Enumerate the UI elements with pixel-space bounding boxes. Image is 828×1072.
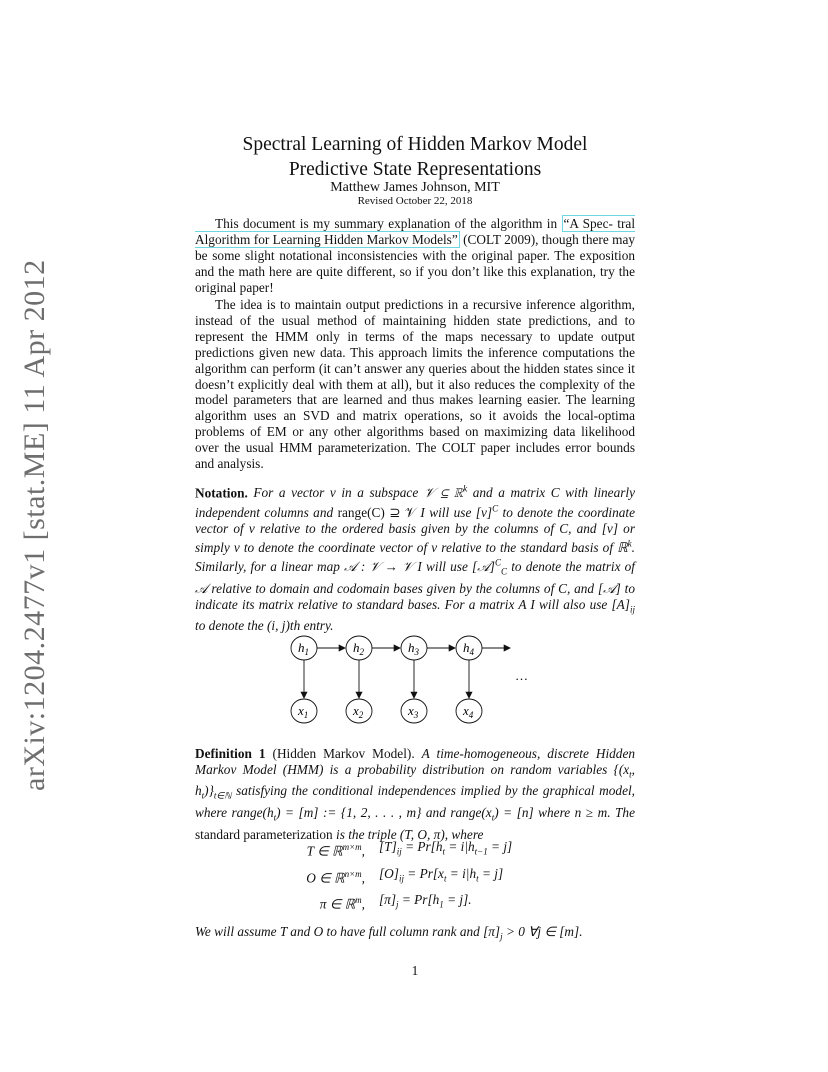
arxiv-identifier: arXiv:1204.2477v1 [stat.ME] 11 Apr 2012	[18, 259, 51, 791]
notation-heading: Notation.	[195, 485, 248, 501]
definition-heading: Definition 1	[195, 746, 266, 761]
hidden-node-h3-label: $h_3$	[408, 640, 419, 657]
definition-body: A time-homogeneous, discrete Hidden Markov Model (HMM) is a probability distribution on random variables {($x_t$, $h_t)\}_{t\in ℕ}$ satisfying the conditional independences implied by the graphical model, where $range(h_t) = [m]$ := {1, 2, . . . , m} and $range(x_t) = [n]$ where n ≥ m. The standard parameterization is the triple (T, O, π), where	[195, 746, 636, 842]
diagram-ellipsis: …	[515, 668, 528, 683]
intro-text-continued: (COLT 2009), though there may be some slight notational inconsistencies with the original paper. The exposition and the math here are quite different, so if you don’t like this explanation, try the original paper!	[195, 231, 635, 295]
notation-paragraph	[195, 482, 635, 634]
parameterization-equations	[260, 836, 580, 916]
intro-text: This document is my summary explanation of the algorithm in	[215, 216, 562, 231]
hidden-node-h1	[291, 636, 317, 660]
intro-paragraph-2: The idea is to maintain output predictions in a recursive inference algorithm, instead of the usual method of maintaining hidden state predictions, and to represent the HMM only in terms of the maps necessary to update output predictions given new data. This approach limits the inference computations the algorithm can perform (it can’t answer any queries about the hidden states since it doesn’t explicitly deal with them at all), but it also reduces the complexity of the model parameters that are learned and thus makes learning easier. The learning algorithm uses an SVD and matrix operations, so it avoids the local-optima problems of EM or any other algorithms based on maximizing data likelihood over the usual HMM parameterization. The COLT paper includes error bounds and analysis.	[195, 297, 635, 472]
observed-node-x1	[291, 699, 317, 723]
definition-name: (Hidden Markov Model).	[272, 746, 415, 761]
observation-nodes	[291, 699, 482, 723]
citation-link-text-2[interactable]: tral Algorithm for Learning Hidden Markov Models”	[195, 216, 636, 247]
notation-body: For a vector v in a subspace 𝒱 ⊆ ℝ$^k$ and a matrix C with linearly independent columns and range(C) ⊇ 𝒱 I will use $[v]^C$ to denote the coordinate vector of v relative to the ordered basis given by the columns of C, and [v] or simply v to denote the coordinate vector of v relative to the standard basis of ℝ$^k$. Similarly, for a linear map 𝒜 : 𝒱 → 𝒱 I will use [𝒜]$^C_C$ to denote the matrix of 𝒜 relative to domain and codomain bases given by the columns of C, and [𝒜] to indicate its matrix relative to standard bases. For a matrix A I will also use $[A]_{ij}$ to denote the (i, j)th entry.	[195, 484, 635, 634]
observed-node-x2	[346, 699, 372, 723]
observed-node-x3-label: $x_3$	[408, 703, 419, 720]
page-number: 1	[411, 963, 419, 978]
definition-paragraph	[195, 746, 635, 843]
hidden-node-h2-label: $h_2$	[353, 640, 364, 657]
observed-node-x4	[456, 699, 482, 723]
hidden-node-h4-label: $h_4$	[463, 640, 474, 657]
hidden-node-h3	[401, 636, 427, 660]
observed-node-x3	[401, 699, 427, 723]
observed-node-x2-label: $x_2$	[353, 703, 364, 720]
equation-row: T ∈ ℝ$^{m\times m}$, $[T]_{ij} = Pr[h_t = i|h_{t-1} = j]$	[306, 839, 513, 859]
observed-node-x1-label: $x_1$	[298, 703, 309, 720]
equation-row: O ∈ ℝ$^{n\times m}$, $[O]_{ij} = Pr[x_t = i|h_t = j]$	[306, 865, 504, 886]
intro-paragraph-1	[195, 216, 635, 296]
equation-row: π ∈ ℝ$^m$, $[\pi]_j = Pr[h_1 = j]$.	[319, 892, 472, 912]
hidden-node-h2	[346, 636, 372, 660]
hidden-node-h4	[456, 636, 482, 660]
observed-node-x4-label: $x_4$	[463, 703, 474, 720]
citation-link-text-1[interactable]: “A Spec-	[563, 216, 613, 231]
paper-title-line-1: Spectral Learning of Hidden Markov Model	[242, 134, 588, 155]
author-line: Matthew James Johnson, MIT	[330, 180, 500, 195]
hmm-graphical-model-diagram	[280, 628, 540, 728]
paper-title-line-2: Predictive State Representations	[288, 159, 542, 180]
hidden-node-h1-label: $h_1$	[298, 640, 309, 657]
rank-assumption: We will assume T and O to have full column rank and $[\pi]_j > 0$ ∀j ∈ [m].	[195, 924, 583, 942]
revision-date: Revised October 22, 2018	[357, 195, 473, 207]
